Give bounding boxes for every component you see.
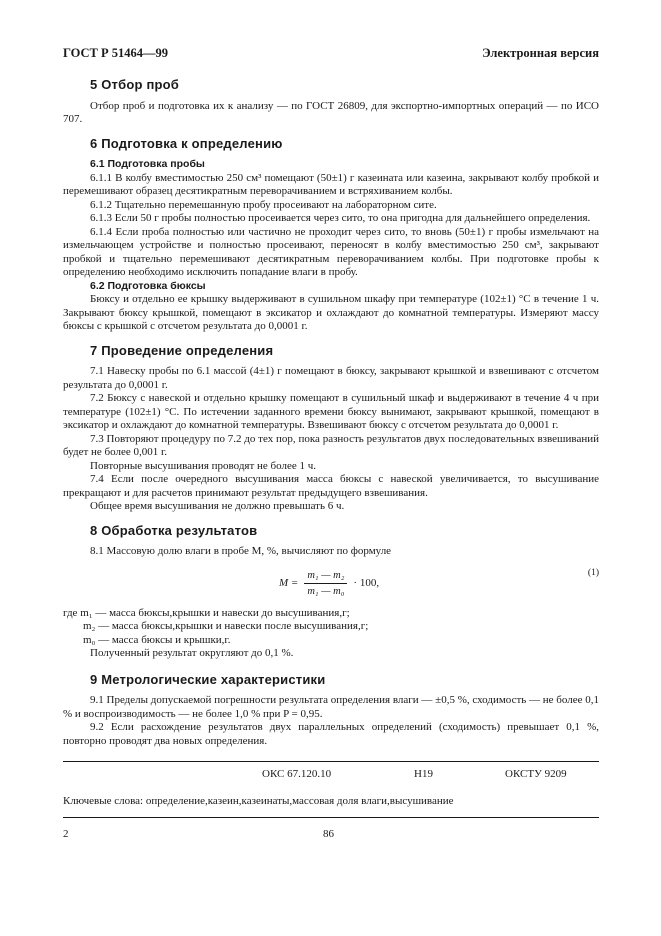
page-number: 2	[63, 828, 69, 840]
paragraph-7-3-note: Повторные высушивания проводят не более 1 ч.	[90, 459, 317, 472]
paragraph-rounding: Полученный результат округляют до 0,1 %.	[90, 647, 294, 659]
formula-numerator: m₁ — m₂	[304, 569, 347, 585]
classification-code: Н19	[414, 768, 433, 780]
keywords: Ключевые слова: определение,казеин,казеинаты,массовая доля влаги,высушивание	[63, 795, 454, 807]
legend-item-m2: m₂ — масса бюксы,крышки и навески после высушивания,г;	[83, 620, 369, 632]
paragraph-6-1-3: 6.1.3 Если 50 г пробы полностью просеивается через сито, то она пригодна для дальнейшего определения.	[90, 212, 591, 224]
paragraph-7-4-note: Общее время высушивания не должно превышать 6 ч.	[90, 500, 345, 512]
sheet-number: 86	[323, 828, 334, 840]
subsection-6-2-title: 6.2 Подготовка бюксы	[90, 279, 206, 292]
section-6-title: 6 Подготовка к определению	[90, 135, 283, 151]
paragraph-7-4: 7.4 Если после очередного высушивания масса бюксы с навеской увеличивается, то высушивание прекращают и для расчетов принимают результат предыдущего взвешивания.	[63, 473, 599, 499]
formula-denominator: m₁ — m₀	[307, 586, 345, 597]
formula-lhs: M =	[279, 576, 299, 589]
section-8-title: 8 Обработка результатов	[90, 522, 258, 538]
paragraph-7-3: 7.3 Повторяют процедуру по 7.2 до тех пор, пока разность результатов двух последовательных взвешиваний будет не более 0,001 г.	[63, 432, 599, 458]
subsection-6-1-title: 6.1 Подготовка пробы	[90, 158, 205, 170]
legend-item-m1: где m₁ — масса бюксы,крышки и навески до высушивания,г;	[63, 606, 350, 619]
formula-block	[63, 565, 599, 603]
paragraph-8-1: 8.1 Массовую долю влаги в пробе M, %, вычисляют по формуле	[90, 545, 392, 557]
formula-number: (1)	[587, 567, 599, 578]
okstu-code: ОКСТУ 9209	[505, 768, 567, 780]
footer-top-rule	[63, 761, 599, 762]
formula-rhs: · 100,	[353, 576, 380, 589]
paragraph-6-1-2: 6.1.2 Тщательно перемешанную пробу просеивают на лабораторном сите.	[90, 198, 437, 211]
paragraph-9-1: 9.1 Пределы допускаемой погрешности результата определения влаги — ±0,5 %, сходимость — не более 0,1 % и воспроизводимость — не более 1,0 % при P = 0,95.	[63, 694, 600, 720]
paragraph-6-1-4: 6.1.4 Если проба полностью или частично не проходит через сито, то вновь (50±1) г пробы измельчают на измельчающем устройстве и полностью просеивают, переносят в колбу вместимостью 250 см³, закрывают пробкой и тщательно перемешивают десятикратным переворачиванием колбы. При подготовке пробы к определению необходимо исключить попадание влаги в пробу.	[63, 225, 599, 278]
paragraph-7-2: 7.2 Бюксу с навеской и отдельно крышку помещают в сушильный шкаф и выдерживают в течение 4 ч при температуре (102±1) °С. По истечении заданного времени бюксу вынимают, закрывают крышкой, помещают в эксикатор и охлаждают до комнатной температуры. Взвешивают бюксу с отсчетом результата до 0,0001 г.	[63, 392, 599, 431]
formula-fraction	[304, 569, 347, 599]
oks-code: ОКС 67.120.10	[262, 768, 332, 780]
footer-bottom-rule	[63, 817, 599, 818]
moisture-formula	[279, 569, 379, 599]
section-5-title: 5 Отбор проб	[90, 77, 180, 92]
edition-label: Электронная версия	[482, 46, 599, 60]
section-5-paragraph: Отбор проб и подготовка их к анализу — по ГОСТ 26809, для экспортно-импортных операций — по ИСО 707.	[63, 99, 599, 125]
standard-number: ГОСТ Р 51464—99	[63, 46, 169, 60]
formula-legend	[63, 607, 599, 648]
paragraph-6-1-1: 6.1.1 В колбу вместимостью 250 см³ помещают (50±1) г казеината или казеина, закрывают колбу пробкой и перемешивают образец десятикратным переворачиванием и встряхиванием колбы.	[63, 171, 599, 197]
document-body	[63, 78, 599, 748]
legend-item-m0: m₀ — масса бюксы и крышки,г.	[83, 633, 231, 646]
section-7-title: 7 Проведение определения	[90, 342, 274, 358]
section-9-title: 9 Метрологические характеристики	[90, 671, 326, 687]
paragraph-6-2: Бюксу и отдельно ее крышку выдерживают в сушильном шкафу при температуре (102±1) °С в течение 1 ч. Закрывают бюксу крышкой, помещают в эксикатор и охлаждают до комнатной температуры. Измеряют массу бюксы с крышкой с отсчетом результата до 0,0001 г.	[63, 293, 599, 332]
paragraph-7-1: 7.1 Навеску пробы по 6.1 массой (4±1) г помещают в бюксу, закрывают крышкой и взвешивают с отсчетом результата до 0,0001 г.	[63, 365, 599, 391]
paragraph-9-2: 9.2 Если расхождение результатов двух параллельных определений (сходимость) превышает 0,1 %, повторно проводят два новых определения.	[63, 721, 599, 747]
